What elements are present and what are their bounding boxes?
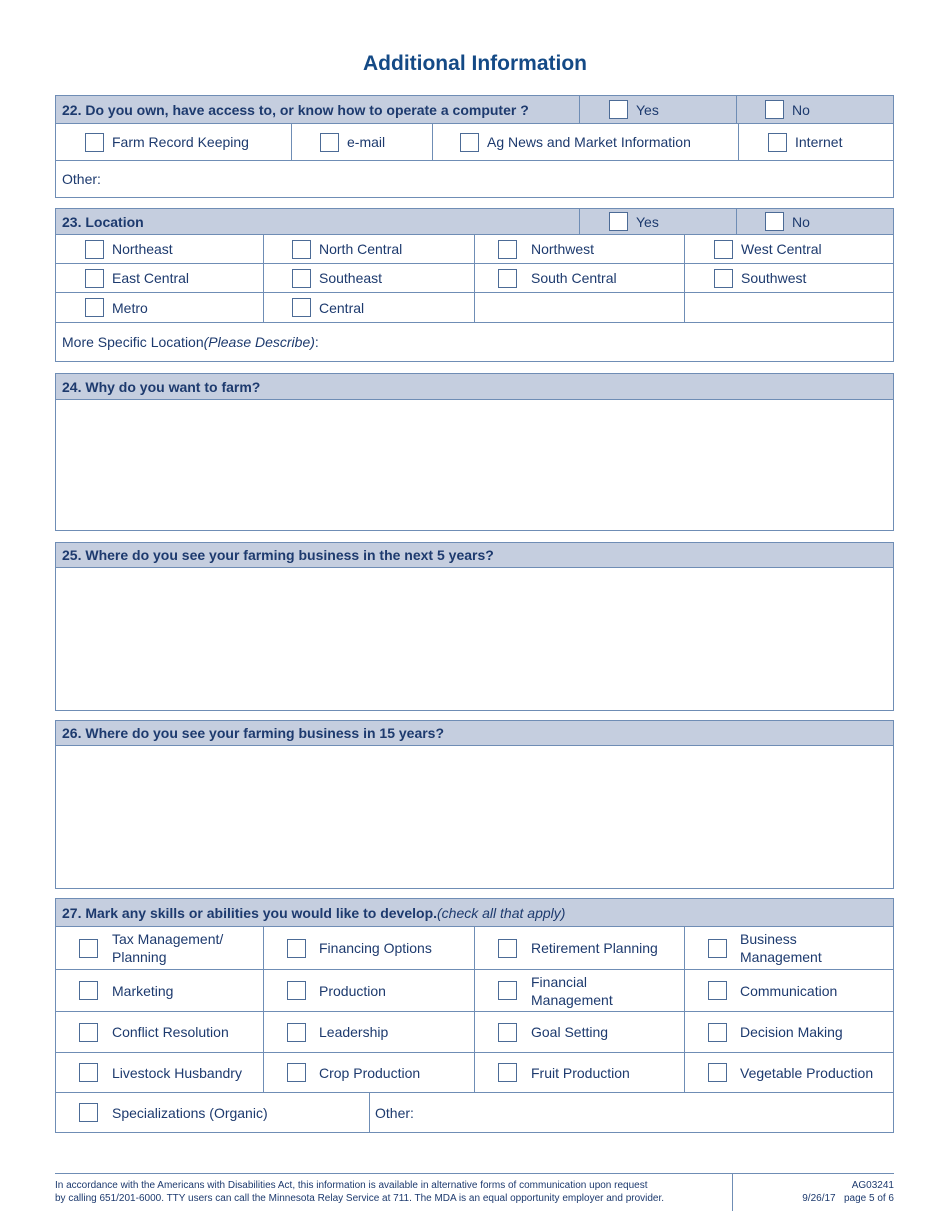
option-label: Internet (795, 134, 843, 150)
option-label: Farm Record Keeping (112, 134, 249, 150)
section-why-farm (55, 373, 894, 531)
ada-statement (55, 1174, 733, 1211)
question-23-label: 23. Location (62, 213, 144, 230)
skill-production[interactable] (263, 970, 474, 1011)
checkbox[interactable] (79, 1103, 98, 1122)
checkbox[interactable] (85, 240, 104, 259)
location-label: North Central (319, 241, 403, 257)
checkbox[interactable] (287, 939, 306, 958)
section-five-years (55, 542, 894, 711)
answer-area-26[interactable] (56, 746, 893, 888)
location-label: Northwest (531, 241, 595, 257)
date-page-number: 9/26/17 page 5 of 6 (802, 1193, 894, 1204)
computer-yes-option[interactable] (579, 96, 736, 123)
question-27-text: 27. Mark any skills or abilities you would like to develop. (62, 904, 438, 921)
location-southwest[interactable] (684, 264, 893, 292)
skill-tax-management[interactable] (56, 927, 263, 969)
checkbox[interactable] (498, 1023, 517, 1042)
checkbox[interactable] (79, 981, 98, 1000)
option-ag-news[interactable] (432, 124, 738, 160)
colon: : (314, 334, 319, 350)
skill-label: Decision Making (740, 1024, 843, 1040)
skill-label: Financial Management (531, 973, 613, 1008)
empty-cell (474, 293, 684, 322)
location-label: Central (319, 299, 365, 316)
checkbox[interactable] (609, 212, 628, 231)
skill-label: Production (319, 982, 386, 999)
checkbox[interactable] (498, 981, 517, 1000)
checkbox[interactable] (498, 240, 517, 259)
checkbox[interactable] (708, 1063, 727, 1082)
specific-location-label: More Specific Location (62, 334, 204, 350)
skill-financing-options[interactable] (263, 927, 474, 969)
no-label: No (792, 213, 810, 230)
skill-goal-setting[interactable] (474, 1012, 684, 1052)
checkbox[interactable] (609, 100, 628, 119)
location-no-option[interactable] (736, 209, 893, 234)
option-internet[interactable] (738, 124, 893, 160)
skill-vegetable-production[interactable] (684, 1053, 893, 1092)
checkbox[interactable] (498, 1063, 517, 1082)
checkbox[interactable] (320, 133, 339, 152)
location-west-central[interactable] (684, 235, 893, 263)
skill-label: Crop Production (319, 1064, 421, 1081)
form-number: AG03241 (851, 1180, 894, 1191)
checkbox[interactable] (79, 939, 98, 958)
specific-location-hint: (Please Describe) (203, 334, 315, 350)
checkbox[interactable] (708, 981, 727, 1000)
other-field[interactable] (56, 161, 893, 197)
location-label: Southwest (741, 270, 807, 286)
skill-label: Livestock Husbandry (112, 1064, 242, 1081)
location-label: Southeast (319, 270, 383, 286)
question-22-label: 22. Do you own, have access to, or know how to operate a computer ? (62, 101, 529, 118)
skill-label: Marketing (112, 982, 174, 999)
checkbox[interactable] (292, 240, 311, 259)
location-central[interactable] (263, 293, 474, 322)
option-email[interactable] (291, 124, 432, 160)
specific-location-field[interactable] (56, 323, 893, 361)
skill-business-management[interactable] (684, 927, 893, 969)
skill-label: Retirement Planning (531, 940, 658, 956)
location-label: Metro (112, 299, 148, 316)
checkbox[interactable] (287, 1063, 306, 1082)
question-24-label: 24. Why do you want to farm? (62, 378, 261, 395)
skill-label: Conflict Resolution (112, 1024, 229, 1040)
checkbox[interactable] (460, 133, 479, 152)
location-label: West Central (741, 241, 822, 257)
checkbox[interactable] (85, 298, 104, 317)
skill-financial-management[interactable] (474, 970, 684, 1011)
skill-label: Vegetable Production (740, 1064, 874, 1081)
skill-label: Fruit Production (531, 1064, 630, 1081)
question-25-label: 25. Where do you see your farming business in the next 5 years? (62, 547, 494, 563)
ada-line-1: In accordance with the Americans with Disabilities Act, this information is available in alternative forms of communication upon request (55, 1180, 648, 1191)
no-label: No (792, 101, 810, 118)
skill-marketing[interactable] (56, 970, 263, 1011)
checkbox[interactable] (765, 212, 784, 231)
skill-specializations-organic[interactable] (56, 1093, 369, 1132)
option-label: Ag News and Market Information (487, 134, 691, 150)
checkbox[interactable] (498, 269, 517, 288)
checkbox[interactable] (287, 981, 306, 1000)
skill-label: Specializations (Organic) (112, 1104, 268, 1121)
skill-decision-making[interactable] (684, 1012, 893, 1052)
section-computer-access (55, 95, 894, 198)
checkbox[interactable] (498, 939, 517, 958)
checkbox[interactable] (708, 1023, 727, 1042)
skill-label: Financing Options (319, 940, 432, 956)
location-northwest[interactable] (474, 235, 684, 263)
answer-area-25[interactable] (56, 568, 893, 710)
form-info (733, 1174, 894, 1211)
yes-label: Yes (636, 213, 659, 230)
location-metro[interactable] (56, 293, 263, 322)
location-yes-option[interactable] (579, 209, 736, 234)
location-southeast[interactable] (263, 264, 474, 292)
section-fifteen-years (55, 720, 894, 889)
checkbox[interactable] (292, 269, 311, 288)
checkbox[interactable] (708, 939, 727, 958)
checkbox[interactable] (714, 269, 733, 288)
page-footer (55, 1173, 894, 1211)
location-northeast[interactable] (56, 235, 263, 263)
computer-no-option[interactable] (736, 96, 893, 123)
skill-livestock-husbandry[interactable] (56, 1053, 263, 1092)
question-27-hint: (check all that apply) (437, 904, 566, 921)
checkbox[interactable] (85, 269, 104, 288)
skill-other-field[interactable] (369, 1093, 893, 1132)
location-north-central[interactable] (263, 235, 474, 263)
skill-crop-production[interactable] (263, 1053, 474, 1092)
checkbox[interactable] (287, 1023, 306, 1042)
answer-area-24[interactable] (56, 400, 893, 530)
location-label: South Central (531, 270, 617, 286)
option-farm-record-keeping[interactable] (56, 124, 291, 160)
checkbox[interactable] (765, 100, 784, 119)
skill-retirement-planning[interactable] (474, 927, 684, 969)
location-east-central[interactable] (56, 264, 263, 292)
location-label: Northeast (112, 241, 173, 257)
ada-line-2: by calling 651/201-6000. TTY users can call the Minnesota Relay Service at 711. The MDA is an equal opportunity employer and provider. (55, 1193, 665, 1204)
checkbox[interactable] (768, 133, 787, 152)
section-location (55, 208, 894, 362)
section-skills (55, 898, 894, 1133)
page-title: Additional Information (363, 52, 587, 75)
checkbox[interactable] (79, 1063, 98, 1082)
location-south-central[interactable] (474, 264, 684, 292)
empty-cell (684, 293, 893, 322)
option-label: e-mail (347, 134, 386, 150)
skill-label: Goal Setting (531, 1024, 609, 1040)
question-26-label: 26. Where do you see your farming business in 15 years? (62, 725, 445, 741)
yes-label: Yes (636, 101, 659, 118)
checkbox[interactable] (292, 298, 311, 317)
question-27-label (56, 899, 893, 926)
skill-label: Tax Management/ Planning (112, 931, 224, 965)
checkbox[interactable] (85, 133, 104, 152)
skill-fruit-production[interactable] (474, 1053, 684, 1092)
other-label: Other: (62, 171, 101, 187)
skill-leadership[interactable] (263, 1012, 474, 1052)
checkbox[interactable] (79, 1023, 98, 1042)
skill-conflict-resolution[interactable] (56, 1012, 263, 1052)
skill-communication[interactable] (684, 970, 893, 1011)
location-label: East Central (112, 270, 190, 286)
checkbox[interactable] (714, 240, 733, 259)
skill-label: Business Management (740, 931, 822, 965)
other-label: Other: (375, 1104, 414, 1121)
skill-label: Leadership (319, 1024, 389, 1040)
skill-label: Communication (740, 982, 838, 999)
